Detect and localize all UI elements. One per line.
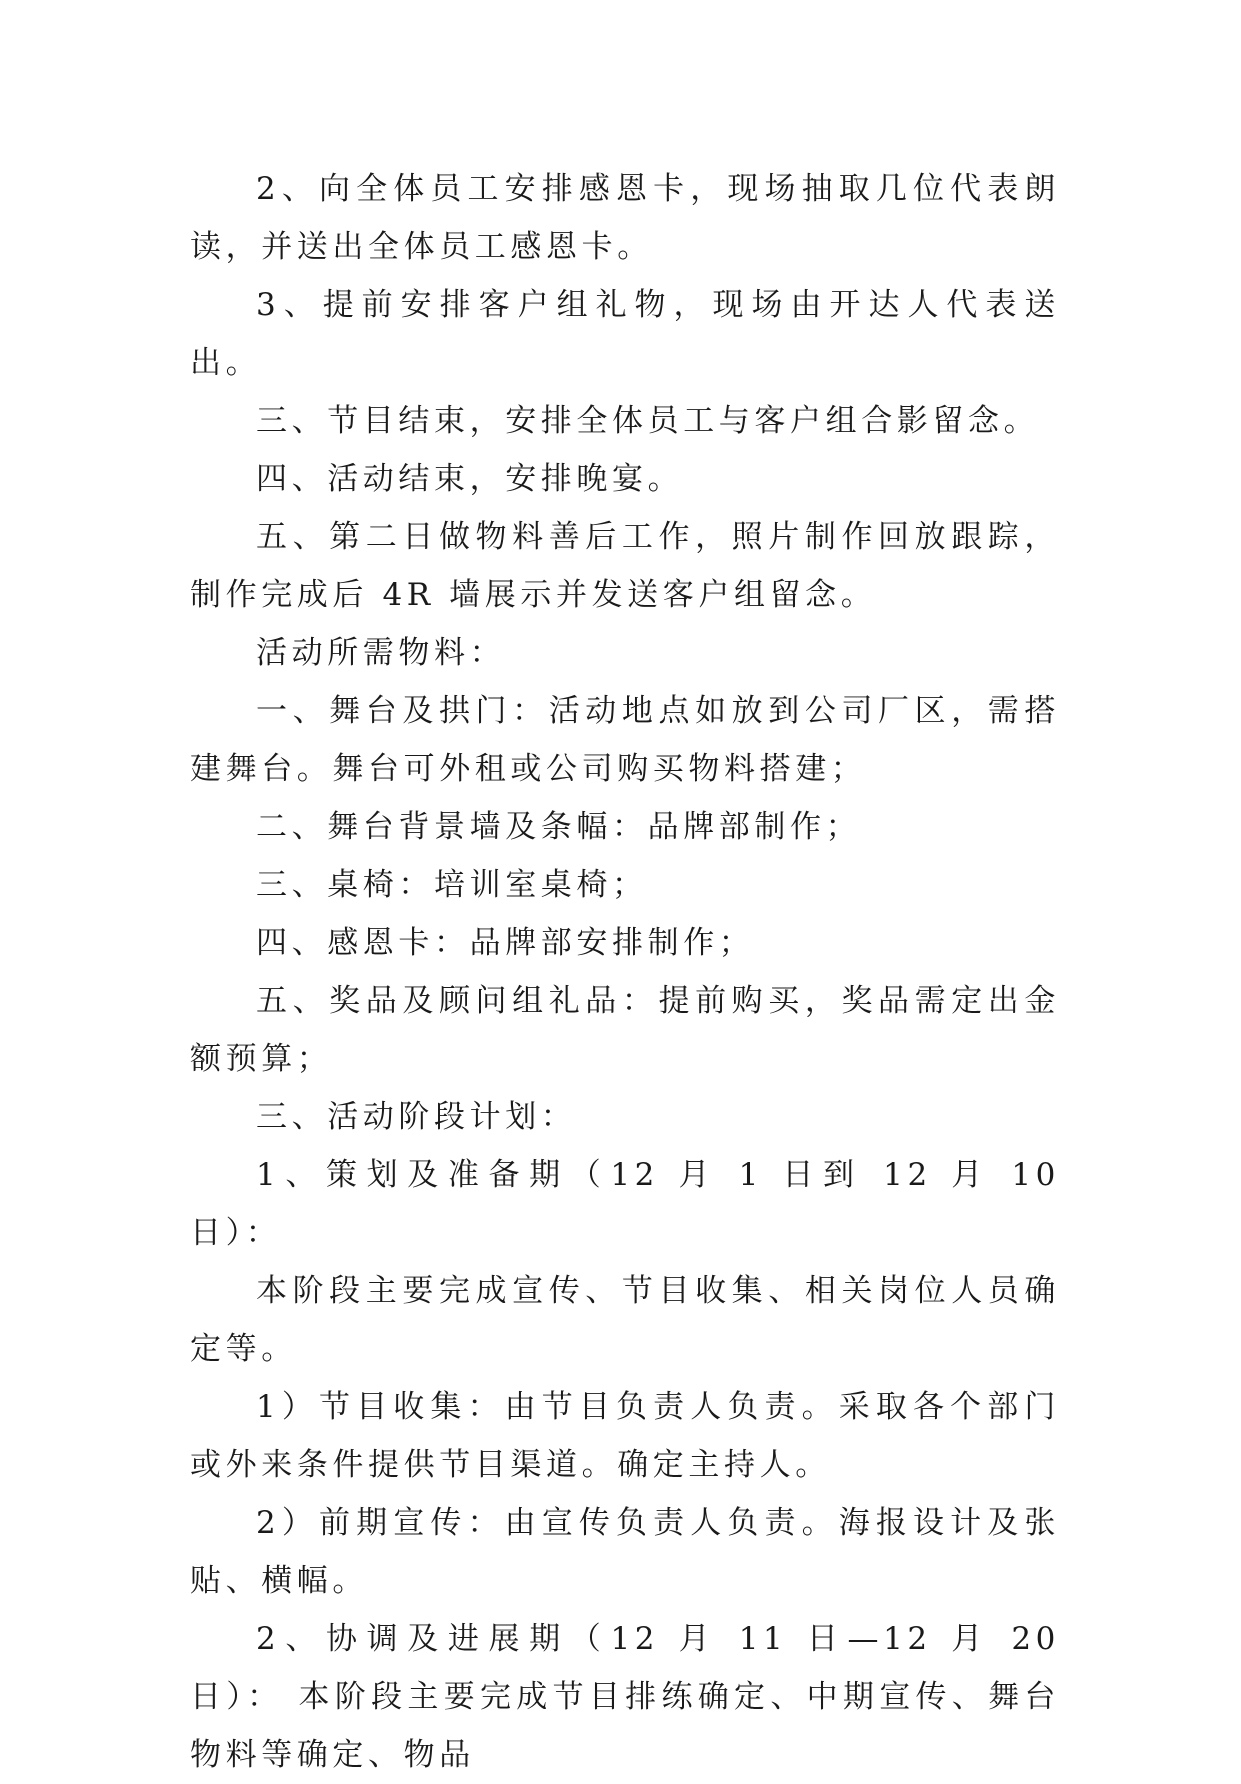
paragraph-group-photo: 三、节目结束，安排全体员工与客户组合影留念。 (256, 403, 1040, 439)
paragraph-early-promotion: 2）前期宣传：由宣传负责人负责。海报设计及张贴、横幅。 (190, 1505, 1060, 1599)
paragraph-thank-you-cards: 四、感恩卡：品牌部安排制作； (256, 925, 755, 961)
paragraph-employee-cards: 2、向全体员工安排感恩卡，现场抽取几位代表朗读，并送出全体员工感恩卡。 (190, 171, 1060, 265)
paragraph-dinner: 四、活动结束，安排晚宴。 (256, 461, 684, 497)
paragraph-aftercare: 五、第二日做物料善后工作，照片制作回放跟踪，制作完成后 4R 墙展示并发送客户组留念。 (190, 519, 1060, 613)
paragraph-prizes: 五、奖品及顾问组礼品：提前购买，奖品需定出金额预算； (190, 983, 1060, 1077)
paragraph-program-collection: 1）节目收集：由节目负责人负责。采取各个部门或外来条件提供节目渠道。确定主持人。 (190, 1389, 1060, 1483)
paragraph-planning-tasks: 本阶段主要完成宣传、节目收集、相关岗位人员确定等。 (190, 1273, 1060, 1367)
paragraph-planning-period: 1、策划及准备期（12 月 1 日到 12 月 10 日）： (190, 1157, 1060, 1251)
document-body (190, 160, 1060, 1784)
heading-stage-plan: 三、活动阶段计划： (256, 1099, 577, 1135)
paragraph-stage-arch: 一、舞台及拱门：活动地点如放到公司厂区，需搭建舞台。舞台可外租或公司购买物料搭建； (190, 693, 1060, 787)
paragraph-coordination-period: 2、协调及进展期（12 月 11 日—12 月 20 日）： 本阶段主要完成节目排练确定、中期宣传、舞台物料等确定、物品 (190, 1621, 1060, 1773)
paragraph-client-gifts: 3、提前安排客户组礼物，现场由开达人代表送出。 (190, 287, 1060, 381)
paragraph-backdrop-banner: 二、舞台背景墙及条幅：品牌部制作； (256, 809, 862, 845)
paragraph-tables-chairs: 三、桌椅：培训室桌椅； (256, 867, 648, 903)
heading-materials: 活动所需物料： (256, 635, 506, 671)
